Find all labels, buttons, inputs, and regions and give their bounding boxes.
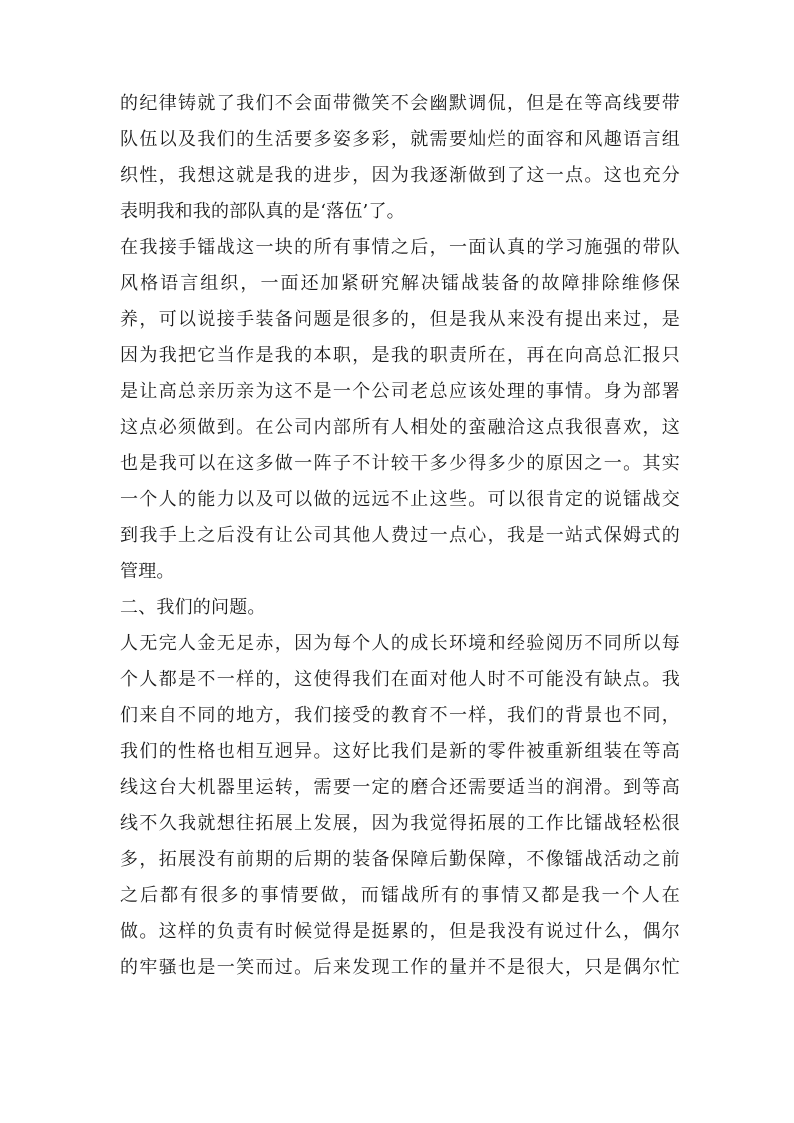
text-line: 织性，我想这就是我的进步，因为我逐渐做到了这一点。这也充分 — [120, 165, 680, 186]
text-line: 到我手上之后没有让公司其他人费过一点心，我是一站式保姆式的 — [120, 525, 680, 546]
text-line: 这点必须做到。在公司内部所有人相处的蛮融洽这点我很喜欢，这 — [120, 417, 680, 438]
text-line: 们来自不同的地方，我们接受的教育不一样，我们的背景也不同， — [120, 705, 680, 726]
text-line: 线这台大机器里运转，需要一定的磨合还需要适当的润滑。到等高 — [120, 777, 680, 798]
text-line: 队伍以及我们的生活要多姿多彩，就需要灿烂的面容和风趣语言组 — [120, 129, 680, 150]
text-line: 风格语言组织，一面还加紧研究解决镭战装备的故障排除维修保 — [120, 273, 680, 294]
text-line: 管理。 — [120, 561, 175, 582]
document-body — [120, 86, 680, 986]
text-line: 养，可以说接手装备问题是很多的，但是我从来没有提出来过，是 — [120, 309, 680, 330]
text-line: 是让高总亲历亲为这不是一个公司老总应该处理的事情。身为部署 — [120, 381, 680, 402]
text-line: 人无完人金无足赤，因为每个人的成长环境和经验阅历不同所以每 — [120, 633, 680, 654]
text-line: 我们的性格也相互迥异。这好比我们是新的零件被重新组装在等高 — [120, 741, 680, 762]
text-line: 也是我可以在这多做一阵子不计较干多少得多少的原因之一。其实 — [120, 453, 680, 474]
text-line: 表明我和我的部队真的是‘落伍’了。 — [120, 201, 405, 222]
text-line: 因为我把它当作是我的本职，是我的职责所在，再在向高总汇报只 — [120, 345, 680, 366]
text-line: 的纪律铸就了我们不会面带微笑不会幽默调侃，但是在等高线要带 — [120, 93, 680, 114]
text-line: 个人都是不一样的，这使得我们在面对他人时不可能没有缺点。我 — [120, 669, 680, 690]
text-line: 多，拓展没有前期的后期的装备保障后勤保障，不像镭战活动之前 — [120, 849, 680, 870]
text-line: 做。这样的负责有时候觉得是挺累的，但是我没有说过什么，偶尔 — [120, 921, 680, 942]
text-line: 线不久我就想往拓展上发展，因为我觉得拓展的工作比镭战轻松很 — [120, 813, 680, 834]
text-line: 在我接手镭战这一块的所有事情之后，一面认真的学习施强的带队 — [120, 237, 680, 258]
text-line: 一个人的能力以及可以做的远远不止这些。可以很肯定的说镭战交 — [120, 489, 680, 510]
text-line: 之后都有很多的事情要做，而镭战所有的事情又都是我一个人在 — [120, 885, 680, 906]
text-line: 的牢骚也是一笑而过。后来发现工作的量并不是很大，只是偶尔忙 — [120, 957, 680, 978]
section-heading: 二、我们的问题。 — [120, 597, 266, 618]
